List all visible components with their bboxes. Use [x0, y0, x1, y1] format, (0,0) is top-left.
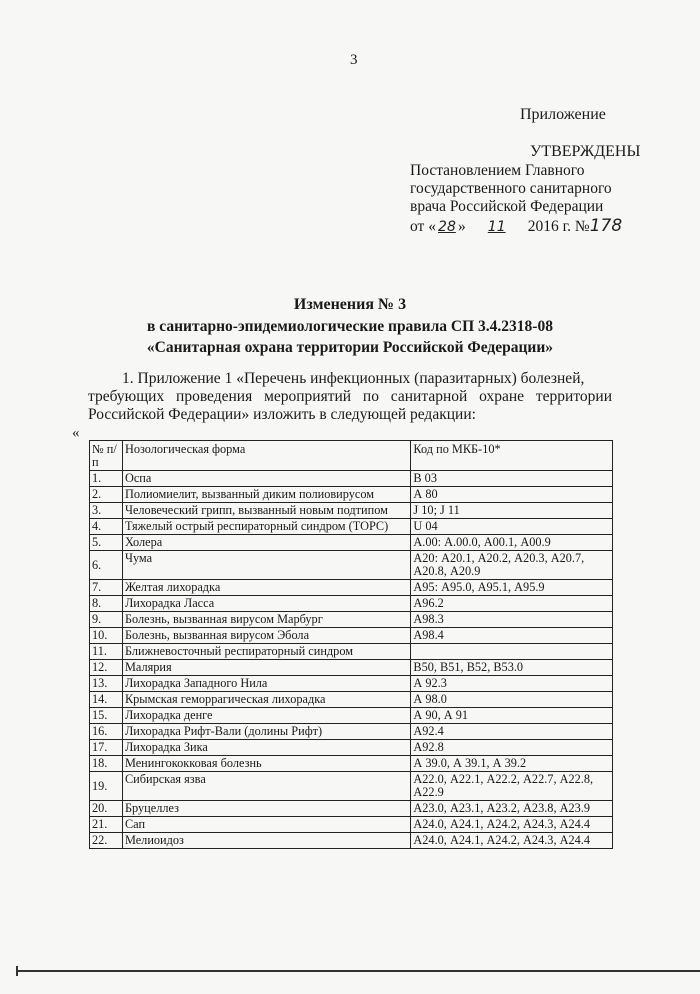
icd-code-cell: А98.3 [411, 612, 613, 628]
table-row [90, 551, 613, 580]
icd-code-cell: В 03 [411, 471, 613, 487]
nosology-cell: Мелиоидоз [122, 833, 410, 849]
row-number: 17. [90, 740, 123, 756]
nosology-cell: Бруцеллез [122, 801, 410, 817]
row-number: 8. [90, 596, 123, 612]
icd-code-cell [411, 644, 613, 660]
row-number: 22. [90, 833, 123, 849]
table-row [90, 692, 613, 708]
header-nosology: Нозологическая форма [122, 441, 410, 471]
nosology-cell: Лихорадка Ласса [122, 596, 410, 612]
row-number: 20. [90, 801, 123, 817]
nosology-cell: Менингококковая болезнь [122, 756, 410, 772]
row-number: 11. [90, 644, 123, 660]
diseases-table [89, 440, 613, 849]
row-number: 4. [90, 519, 123, 535]
nosology-cell: Оспа [122, 471, 410, 487]
table-row [90, 817, 613, 833]
row-number: 3. [90, 503, 123, 519]
date-year: 2016 г. № [527, 218, 590, 235]
icd-code-cell: А24.0, А24.1, А24.2, А24.3, А24.4 [411, 817, 613, 833]
page-number: 3 [350, 52, 358, 68]
icd-code-cell: В50, В51, В52, В53.0 [411, 660, 613, 676]
table-row [90, 676, 613, 692]
nosology-cell: Ближневосточный респираторный синдром [122, 644, 410, 660]
nosology-cell: Желтая лихорадка [122, 580, 410, 596]
nosology-cell: Сибирская язва [122, 772, 410, 801]
approved-label: УТВЕРЖДЕНЫ [530, 143, 641, 160]
icd-code-cell: А 90, А 91 [411, 708, 613, 724]
table-row [90, 535, 613, 551]
nosology-cell: Болезнь, вызванная вирусом Эбола [122, 628, 410, 644]
table-row [90, 503, 613, 519]
icd-code-cell: А 39.0, А 39.1, А 39.2 [411, 756, 613, 772]
icd-code-cell: А92.8 [411, 740, 613, 756]
table-header-row [90, 441, 613, 471]
approval-line: государственного санитарного [410, 180, 612, 197]
approval-line: Постановлением Главного [410, 162, 585, 179]
date-prefix: от « [410, 218, 436, 235]
nosology-cell: Чума [122, 551, 410, 580]
table-row [90, 772, 613, 801]
document-subtitle: в санитарно-эпидемиологические правила СП 3.4.2318-08 [147, 318, 553, 335]
intro-paragraph [88, 370, 612, 424]
row-number: 2. [90, 487, 123, 503]
row-number: 12. [90, 660, 123, 676]
table-row [90, 580, 613, 596]
icd-code-cell: А20: А20.1, А20.2, А20.3, А20.7, А20.8, А20.9 [411, 551, 613, 580]
icd-code-cell: А23.0, А23.1, А23.2, А23.8, А23.9 [411, 801, 613, 817]
table-row [90, 724, 613, 740]
row-number: 19. [90, 772, 123, 801]
row-number: 5. [90, 535, 123, 551]
row-number: 14. [90, 692, 123, 708]
nosology-cell: Лихорадка Зика [122, 740, 410, 756]
icd-code-cell: А.00: А.00.0, А00.1, А00.9 [411, 535, 613, 551]
nosology-cell: Лихорадка Рифт-Вали (долины Рифт) [122, 724, 410, 740]
document-subtitle: «Санитарная охрана территории Российской Федерации» [146, 339, 554, 356]
table-row [90, 519, 613, 535]
table-row [90, 833, 613, 849]
table-row [90, 487, 613, 503]
date-mid: » [457, 218, 466, 235]
table-row [90, 628, 613, 644]
table-row [90, 740, 613, 756]
nosology-cell: Человеческий грипп, вызванный новым подтипом [122, 503, 410, 519]
row-number: 6. [90, 551, 123, 580]
table-row [90, 644, 613, 660]
nosology-cell: Тяжелый острый респираторный синдром (ТОРС) [122, 519, 410, 535]
document-number-handwritten: 178 [589, 216, 623, 236]
row-number: 10. [90, 628, 123, 644]
table-row [90, 708, 613, 724]
document-title: Изменения № 3 [293, 296, 407, 313]
row-number: 7. [90, 580, 123, 596]
icd-code-cell: А22.0, А22.1, А22.2, А22.7, А22.8, А22.9 [411, 772, 613, 801]
row-number: 13. [90, 676, 123, 692]
row-number: 9. [90, 612, 123, 628]
icd-code-cell: А 80 [411, 487, 613, 503]
appendix-label: Приложение [520, 106, 606, 123]
nosology-cell: Малярия [122, 660, 410, 676]
icd-code-cell: А92.4 [411, 724, 613, 740]
header-number: № п/п [90, 441, 123, 471]
icd-code-cell: А96.2 [411, 596, 613, 612]
icd-code-cell: А 98.0 [411, 692, 613, 708]
icd-code-cell: А 92.3 [411, 676, 613, 692]
nosology-cell: Лихорадка денге [122, 708, 410, 724]
table-row [90, 660, 613, 676]
icd-code-cell: U 04 [411, 519, 613, 535]
table-body [90, 471, 613, 849]
table-row [90, 471, 613, 487]
intro-rest: требующих проведения мероприятий по санитарной охране территории Российской Федерации» изложить в следующей редакции: [88, 388, 612, 423]
nosology-cell: Полиомиелит, вызванный диким полиовирусом [122, 487, 410, 503]
nosology-cell: Сап [122, 817, 410, 833]
table-row [90, 612, 613, 628]
icd-code-cell: А95: А95.0, А95.1, А95.9 [411, 580, 613, 596]
nosology-cell: Холера [122, 535, 410, 551]
icd-code-cell: J 10; J 11 [411, 503, 613, 519]
icd-code-cell: А98.4 [411, 628, 613, 644]
approval-date [410, 216, 622, 236]
table-row [90, 596, 613, 612]
row-number: 18. [90, 756, 123, 772]
row-number: 15. [90, 708, 123, 724]
nosology-cell: Крымская геморрагическая лихорадка [122, 692, 410, 708]
intro-first-line: 1. Приложение 1 «Перечень инфекционных (паразитарных) болезней, [122, 370, 585, 387]
nosology-cell: Болезнь, вызванная вирусом Марбург [122, 612, 410, 628]
date-month-handwritten: 11 [487, 219, 506, 235]
header-icd-code: Код по МКБ-10* [411, 441, 613, 471]
approval-line: врача Российской Федерации [410, 198, 604, 215]
row-number: 1. [90, 471, 123, 487]
row-number: 16. [90, 724, 123, 740]
table-row [90, 756, 613, 772]
nosology-cell: Лихорадка Западного Нила [122, 676, 410, 692]
date-day-handwritten: 28 [438, 219, 456, 235]
row-number: 21. [90, 817, 123, 833]
table-row [90, 801, 613, 817]
open-quote: « [72, 425, 80, 441]
bottom-rule [16, 970, 700, 972]
icd-code-cell: А24.0, А24.1, А24.2, А24.3, А24.4 [411, 833, 613, 849]
